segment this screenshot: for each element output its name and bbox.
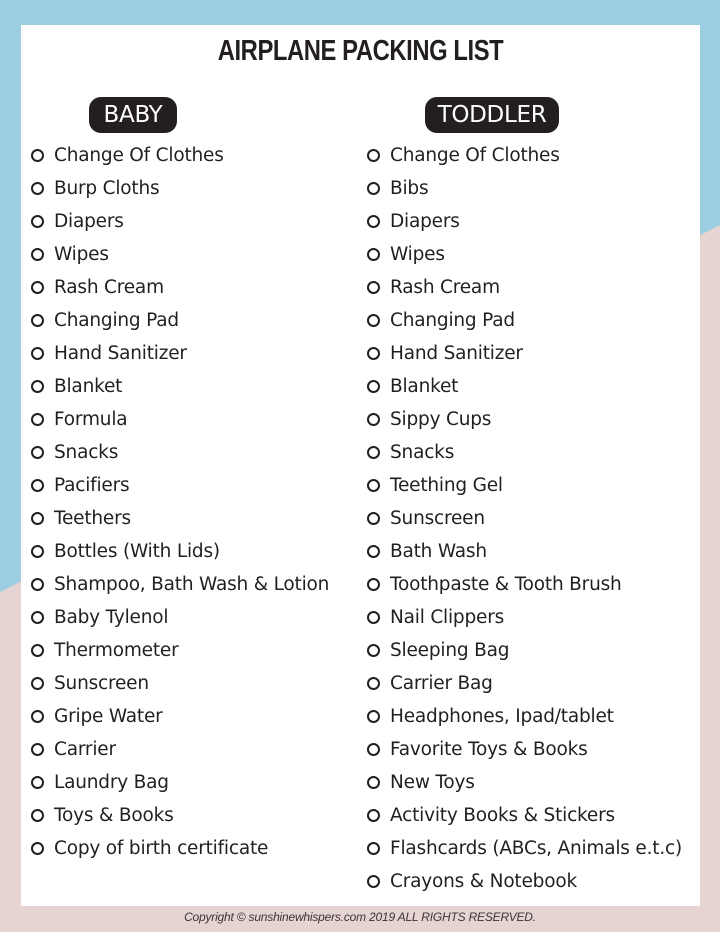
checklist-item-label: Copy of birth certificate — [54, 838, 269, 859]
checklist-item-label: Formula — [54, 409, 128, 430]
checklist-item[interactable] — [367, 337, 682, 370]
circle-outline-icon[interactable] — [31, 710, 44, 723]
checklist-item-label: Sippy Cups — [390, 409, 492, 430]
checklist-item[interactable] — [367, 271, 682, 304]
checklist-item[interactable] — [367, 502, 682, 535]
checklist-item-label: Rash Cream — [390, 277, 500, 298]
checklist-item[interactable] — [31, 667, 329, 700]
page-title: AIRPLANE PACKING LIST — [217, 35, 504, 67]
checklist-item-label: Change Of Clothes — [390, 145, 560, 166]
checklist-item[interactable] — [367, 634, 682, 667]
checklist-item[interactable] — [367, 436, 682, 469]
toddler-checklist — [367, 139, 682, 898]
checklist-item[interactable] — [367, 370, 682, 403]
checklist-item-label: Diapers — [54, 211, 124, 232]
checklist-item[interactable] — [31, 469, 329, 502]
checklist-item-label: Blanket — [390, 376, 459, 397]
checklist-item-label: Nail Clippers — [390, 607, 505, 628]
circle-outline-icon[interactable] — [367, 413, 380, 426]
checklist-item[interactable] — [31, 799, 329, 832]
checklist-item[interactable] — [367, 799, 682, 832]
circle-outline-icon[interactable] — [31, 149, 44, 162]
checklist-item-label: Wipes — [390, 244, 445, 265]
checklist-item[interactable] — [31, 139, 329, 172]
checklist-item-label: Diapers — [390, 211, 460, 232]
copyright-footer: Copyright © sunshinewhispers.com 2019 ALL RIGHTS RESERVED. — [184, 910, 536, 924]
checklist-item[interactable] — [367, 535, 682, 568]
checklist-item[interactable] — [31, 634, 329, 667]
circle-outline-icon[interactable] — [367, 215, 380, 228]
checklist-item-label: Teethers — [54, 508, 131, 529]
checklist-item[interactable] — [31, 304, 329, 337]
checklist-item[interactable] — [367, 139, 682, 172]
checklist-item-label: Blanket — [54, 376, 123, 397]
circle-outline-icon[interactable] — [31, 215, 44, 228]
circle-outline-icon[interactable] — [367, 743, 380, 756]
circle-outline-icon[interactable] — [31, 743, 44, 756]
checklist-item-label: Pacifiers — [54, 475, 130, 496]
checklist-item-label: Wipes — [54, 244, 109, 265]
checklist-item[interactable] — [31, 568, 329, 601]
checklist-item[interactable] — [31, 271, 329, 304]
checklist-item[interactable] — [31, 535, 329, 568]
checklist-item-label: Bottles (With Lids) — [54, 541, 220, 562]
circle-outline-icon[interactable] — [367, 776, 380, 789]
checklist-item-label: Snacks — [54, 442, 119, 463]
checklist-item[interactable] — [367, 667, 682, 700]
checklist-item-label: Activity Books & Stickers — [390, 805, 615, 826]
circle-outline-icon[interactable] — [367, 545, 380, 558]
baby-checklist — [31, 139, 329, 865]
circle-outline-icon[interactable] — [367, 809, 380, 822]
baby-column-heading: BABY — [89, 97, 177, 133]
checklist-item[interactable] — [31, 766, 329, 799]
circle-outline-icon[interactable] — [31, 545, 44, 558]
checklist-item-label: Hand Sanitizer — [54, 343, 187, 364]
checklist-item-label: Sunscreen — [390, 508, 485, 529]
checklist-item-label: Headphones, Ipad/tablet — [390, 706, 614, 727]
circle-outline-icon[interactable] — [31, 446, 44, 459]
circle-outline-icon[interactable] — [367, 380, 380, 393]
toddler-column-heading: TODDLER — [425, 97, 559, 133]
circle-outline-icon[interactable] — [31, 314, 44, 327]
checklist-item[interactable] — [31, 370, 329, 403]
checklist-item[interactable] — [367, 403, 682, 436]
checklist-item[interactable] — [31, 601, 329, 634]
checklist-item-label: Carrier Bag — [390, 673, 493, 694]
checklist-item[interactable] — [367, 568, 682, 601]
checklist-item[interactable] — [367, 469, 682, 502]
circle-outline-icon[interactable] — [367, 182, 380, 195]
checklist-item[interactable] — [367, 766, 682, 799]
checklist-item-label: Sunscreen — [54, 673, 149, 694]
circle-outline-icon[interactable] — [31, 248, 44, 261]
checklist-item[interactable] — [31, 205, 329, 238]
checklist-item[interactable] — [31, 832, 329, 865]
checklist-item[interactable] — [31, 502, 329, 535]
checklist-item-label: Carrier — [54, 739, 116, 760]
circle-outline-icon[interactable] — [367, 149, 380, 162]
checklist-item-label: Favorite Toys & Books — [390, 739, 588, 760]
circle-outline-icon[interactable] — [31, 842, 44, 855]
checklist-item[interactable] — [367, 832, 682, 865]
checklist-item-label: Hand Sanitizer — [390, 343, 523, 364]
checklist-item[interactable] — [367, 601, 682, 634]
circle-outline-icon[interactable] — [367, 875, 380, 888]
circle-outline-icon[interactable] — [367, 710, 380, 723]
circle-outline-icon[interactable] — [31, 611, 44, 624]
checklist-item-label: Burp Cloths — [54, 178, 160, 199]
checklist-item-label: Gripe Water — [54, 706, 163, 727]
checklist-item[interactable] — [31, 337, 329, 370]
circle-outline-icon[interactable] — [367, 248, 380, 261]
circle-outline-icon[interactable] — [31, 776, 44, 789]
circle-outline-icon[interactable] — [367, 644, 380, 657]
checklist-item-label: Bibs — [390, 178, 429, 199]
circle-outline-icon[interactable] — [31, 413, 44, 426]
circle-outline-icon[interactable] — [31, 809, 44, 822]
circle-outline-icon[interactable] — [31, 644, 44, 657]
checklist-item[interactable] — [31, 238, 329, 271]
checklist-item-label: Thermometer — [54, 640, 179, 661]
checklist-item[interactable] — [367, 172, 682, 205]
checklist-item-label: Change Of Clothes — [54, 145, 224, 166]
circle-outline-icon[interactable] — [367, 446, 380, 459]
circle-outline-icon[interactable] — [31, 578, 44, 591]
checklist-item-label: Shampoo, Bath Wash & Lotion — [54, 574, 330, 595]
circle-outline-icon[interactable] — [367, 479, 380, 492]
checklist-item[interactable] — [31, 700, 329, 733]
checklist-item-label: New Toys — [390, 772, 475, 793]
checklist-item[interactable] — [367, 733, 682, 766]
checklist-item-label: Laundry Bag — [54, 772, 169, 793]
circle-outline-icon[interactable] — [367, 842, 380, 855]
circle-outline-icon[interactable] — [31, 380, 44, 393]
checklist-item[interactable] — [31, 403, 329, 436]
checklist-item-label: Crayons & Notebook — [390, 871, 577, 892]
packing-list-card — [21, 25, 700, 906]
checklist-item[interactable] — [367, 205, 682, 238]
checklist-item[interactable] — [367, 304, 682, 337]
circle-outline-icon[interactable] — [31, 281, 44, 294]
circle-outline-icon[interactable] — [31, 479, 44, 492]
circle-outline-icon[interactable] — [367, 314, 380, 327]
circle-outline-icon[interactable] — [367, 677, 380, 690]
checklist-item[interactable] — [367, 865, 682, 898]
checklist-item-label: Baby Tylenol — [54, 607, 169, 628]
checklist-item[interactable] — [367, 700, 682, 733]
checklist-item-label: Changing Pad — [390, 310, 515, 331]
checklist-item-label: Teething Gel — [390, 475, 503, 496]
checklist-item[interactable] — [367, 238, 682, 271]
checklist-item-label: Flashcards (ABCs, Animals e.t.c) — [390, 838, 683, 859]
circle-outline-icon[interactable] — [367, 578, 380, 591]
circle-outline-icon[interactable] — [367, 611, 380, 624]
circle-outline-icon[interactable] — [367, 347, 380, 360]
checklist-item-label: Toothpaste & Tooth Brush — [390, 574, 622, 595]
checklist-item[interactable] — [31, 436, 329, 469]
circle-outline-icon[interactable] — [31, 677, 44, 690]
checklist-item-label: Changing Pad — [54, 310, 179, 331]
checklist-item-label: Bath Wash — [390, 541, 487, 562]
circle-outline-icon[interactable] — [31, 347, 44, 360]
circle-outline-icon[interactable] — [367, 512, 380, 525]
checklist-item-label: Snacks — [390, 442, 455, 463]
checklist-item-label: Toys & Books — [54, 805, 174, 826]
checklist-item-label: Sleeping Bag — [390, 640, 510, 661]
checklist-item[interactable] — [31, 172, 329, 205]
circle-outline-icon[interactable] — [31, 182, 44, 195]
checklist-item-label: Rash Cream — [54, 277, 164, 298]
circle-outline-icon[interactable] — [31, 512, 44, 525]
circle-outline-icon[interactable] — [367, 281, 380, 294]
checklist-item[interactable] — [31, 733, 329, 766]
